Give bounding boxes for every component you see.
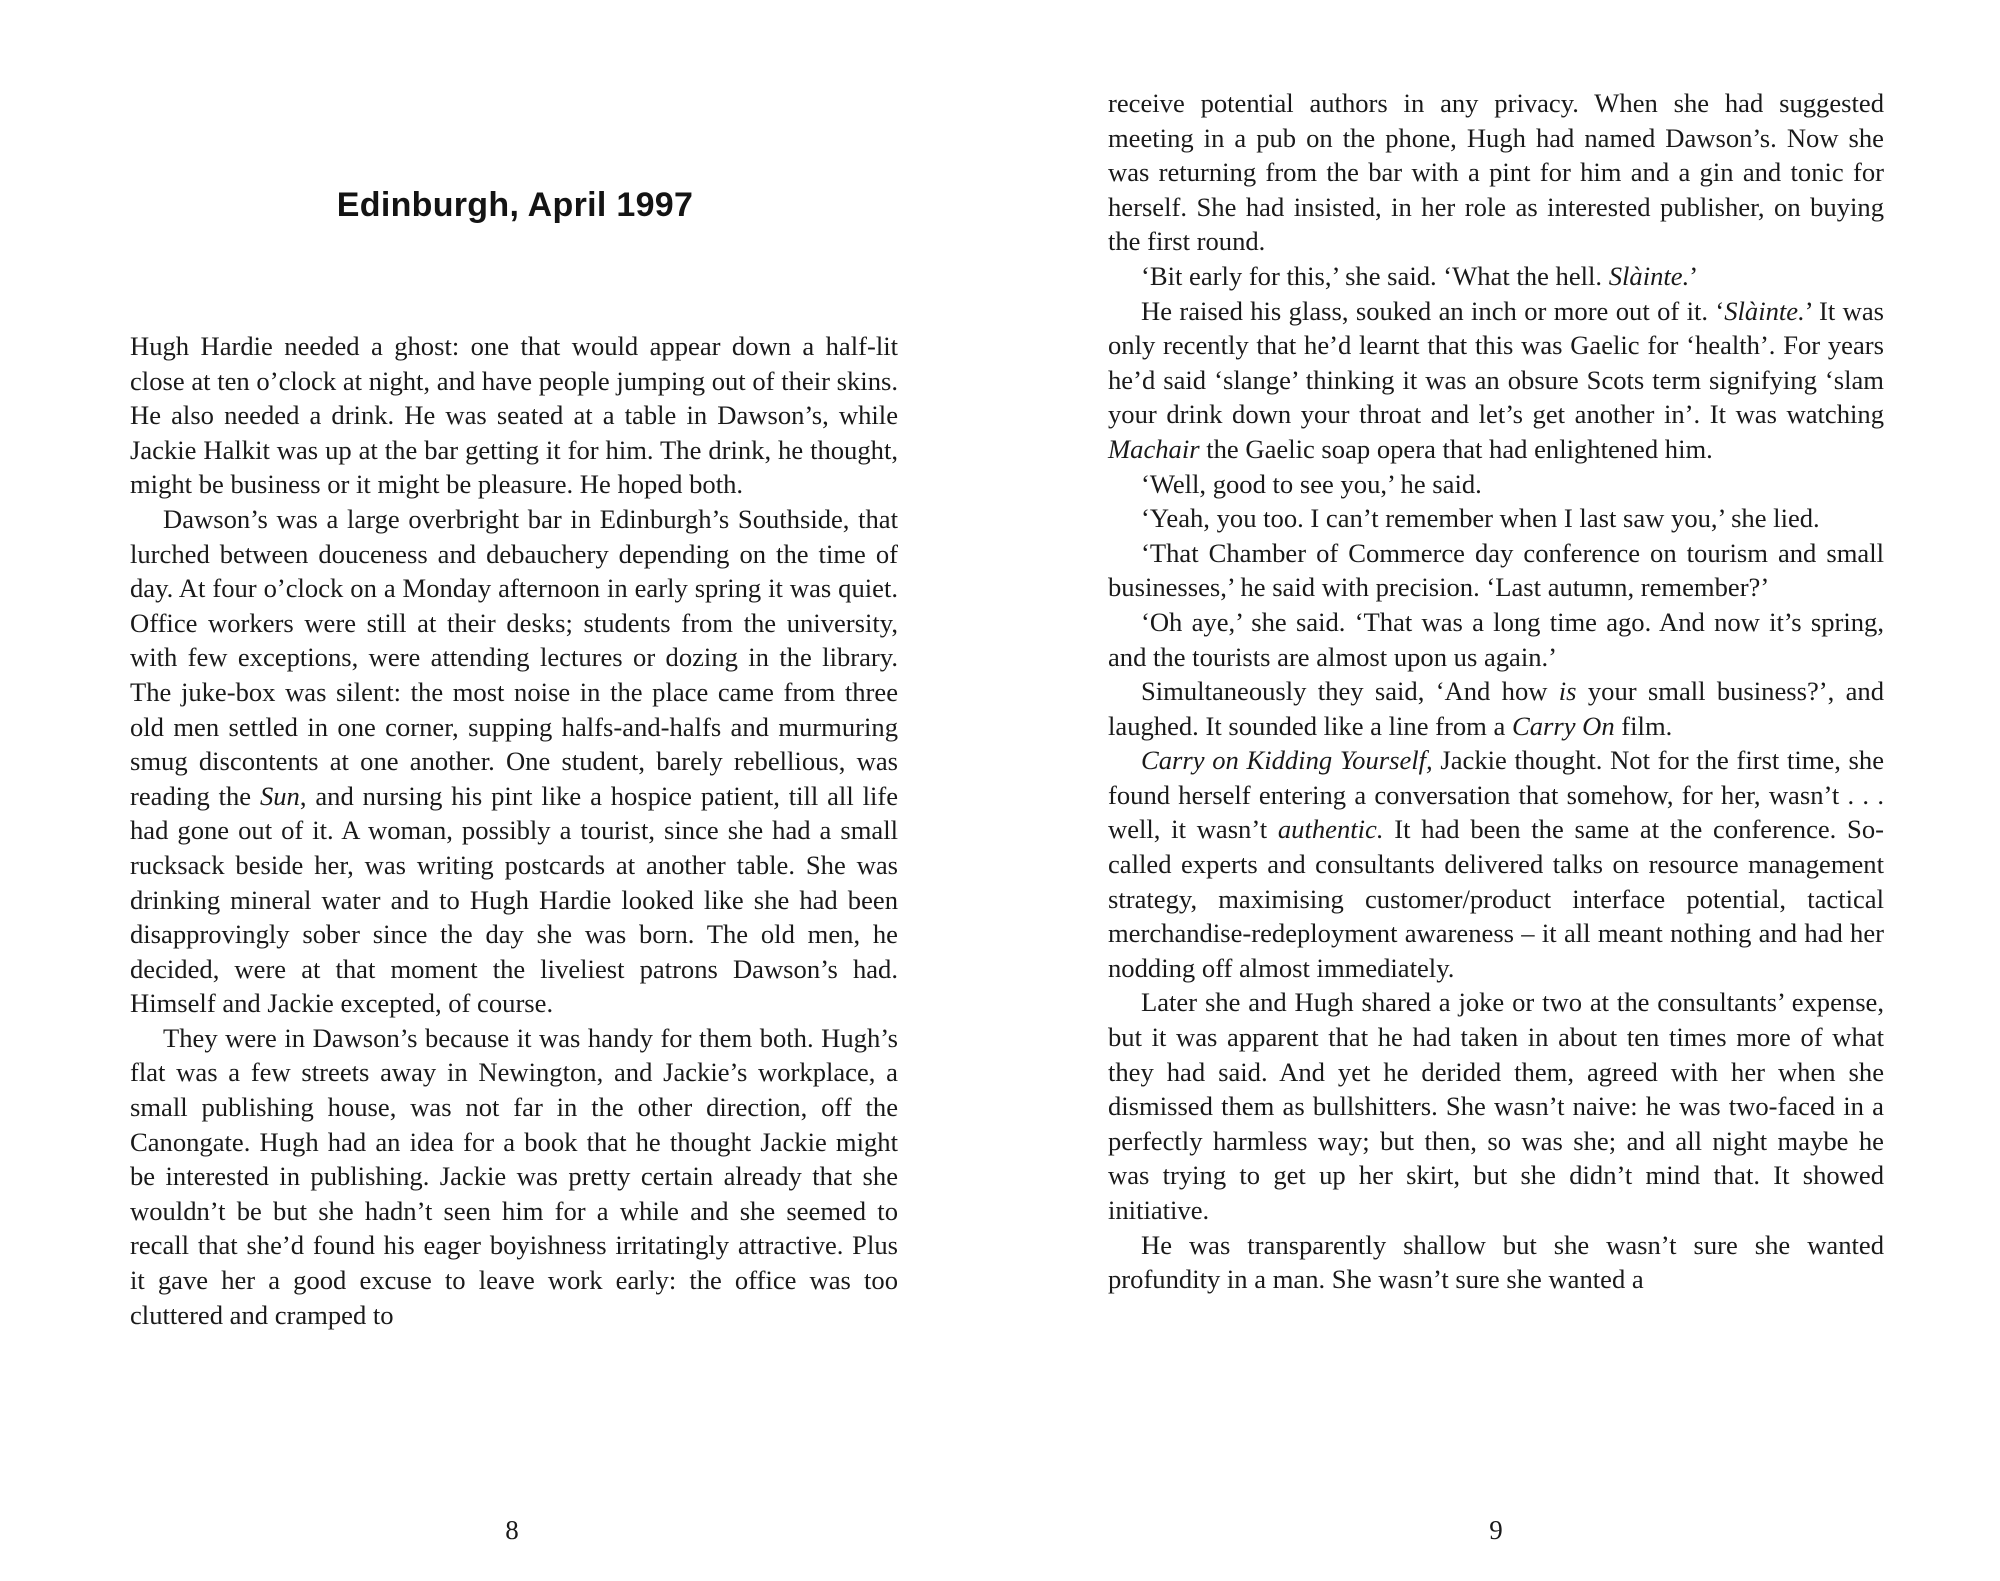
paragraph [1108,743,1884,985]
paragraph [1108,536,1884,605]
text-run: ’ [1689,260,1699,291]
text-run: ‘Bit early for this,’ she said. ‘What the hell. [1141,260,1609,291]
text-run: ‘That Chamber of Commerce day conference on tourism and small businesses,’ he said with precision. ‘Last autumn, remember?’ [1108,537,1884,603]
paragraph [1108,86,1884,259]
page-number: 9 [1489,1515,1503,1545]
text-run: He was transparently shallow but she wasn’t sure she wanted profundity in a man. She wasn’t sure she wanted a [1108,1229,1884,1295]
text-run: ‘Oh aye,’ she said. ‘That was a long time ago. And now it’s spring, and the tourists are almost upon us again.’ [1108,606,1884,672]
text-run: It had been the same at the conference. So-called experts and consultants delivered talks on resource management strategy, maximising customer/product interface potential, tactical merchandise-redeployment awareness – it all meant nothing and had her nodding off almost immediately. [1108,814,1885,983]
paragraph [1108,294,1884,467]
text-run: ‘Yeah, you too. I can’t remember when I last saw you,’ she lied. [1141,503,1820,534]
italic-text: Carry On [1511,710,1615,741]
italic-text: Sun [259,780,300,811]
text-run: Later she and Hugh shared a joke or two at the consultants’ expense, but it was apparent that he had taken in about ten times more of what they had said. And yet he derided them, agreed with her when she dismissed them as bullshitters. She wasn’t naive: he was two-faced in a perfectly harmless way; but then, so was she; and all night maybe he was trying to get up her skirt, but she didn’t mind that. It showed initiative. [1108,987,1884,1225]
paragraph [1108,467,1884,502]
text-run: Dawson’s was a large overbright bar in Edinburgh’s Southside, that lurched between douceness and debauchery depending on the time of day. At four o’clock on a Monday afternoon in early spring it was quiet. Office workers were still at their desks; students from the university, with few exceptions, were attending lectures or dozing in the library. The juke-box was silent: the most noise in the place came from three old men settled in one corner, supping halfs-and-halfs and murmuring smug discontents at one another. One student, barely rebellious, was reading the [130,503,898,811]
text-run: He raised his glass, souked an inch or more out of it. ‘ [1141,295,1725,326]
paragraph [130,1021,898,1332]
italic-text: Machair [1108,433,1200,464]
italic-text: Slàinte. [1724,295,1805,326]
text-run: your small business?’, and laughed. It sounded like a line from a [1108,676,1884,741]
page-number: 8 [505,1515,519,1545]
text-run: Hugh Hardie needed a ghost: one that would appear down a half-lit close at ten o’clock at night, and have people jumping out of their skins. He also needed a drink. He was seated at a table in Dawson’s, while Jackie Halkit was up at the bar getting it for him. The drink, he thought, might be business or it might be pleasure. He hoped both. [130,331,898,500]
paragraph [1108,259,1884,294]
paragraph [1108,674,1884,743]
right-page-body [1108,86,1884,1297]
text-run: ’ It was only recently that he’d learnt that this was Gaelic for ‘health’. For years he’d said ‘slange’ thinking it was an obsure Scots term signifying ‘slam your drink down your throat and let’s get another in’. It was watching [1108,295,1884,430]
paragraph [1108,1228,1884,1297]
text-run: receive potential authors in any privacy. When she had suggested meeting in a pub on the phone, Hugh had named Dawson’s. Now she was returning from the bar with a pint for him and a gin and tonic for herself. She had insisted, in her role as interested publisher, on buying the first round. [1108,88,1884,257]
left-page-body [130,329,898,1332]
italic-text: is [1558,676,1577,707]
paragraph [1108,985,1884,1227]
text-run: Jackie thought. Not for the first time, she found herself entering a conversation that somehow, for her, wasn’t . . . well, it wasn’t [1108,745,1885,845]
text-run: ‘Well, good to see you,’ he said. [1141,468,1482,499]
paragraph [130,502,898,1021]
text-run: Simultaneously they said, ‘And how [1141,676,1559,707]
paragraph [130,329,898,502]
chapter-title: Edinburgh, April 1997 [336,186,694,224]
right-page [1000,0,2000,1581]
italic-text: Slàinte. [1608,260,1690,291]
paragraph [1108,605,1884,674]
text-run: , and nursing his pint like a hospice patient, till all life had gone out of it. A woman, possibly a tourist, since she had a small rucksack beside her, was writing postcards at another table. She was drinking mineral water and to Hugh Hardie looked like she had been disapprovingly sober since the day she was born. The old men, he decided, were at that moment the liveliest patrons Dawson’s had. Himself and Jackie excepted, of course. [130,780,899,1019]
text-run: They were in Dawson’s because it was handy for them both. Hugh’s flat was a few streets away in Newington, and Jackie’s workplace, a small publishing house, was not far in the other direction, off the Canongate. Hugh had an idea for a book that he thought Jackie might be interested in publishing. Jackie was pretty certain already that she wouldn’t be but she hadn’t seen him for a while and she seemed to recall that she’d found his eager boyishness irritatingly attractive. Plus it gave her a good excuse to leave work early: the office was too cluttered and cramped to [130,1022,898,1330]
italic-text: Carry on Kidding Yourself, [1141,745,1433,776]
text-run: the Gaelic soap opera that had enlightened him. [1199,433,1713,464]
italic-text: authentic. [1277,814,1384,845]
text-run: film. [1614,710,1673,741]
paragraph [1108,501,1884,536]
